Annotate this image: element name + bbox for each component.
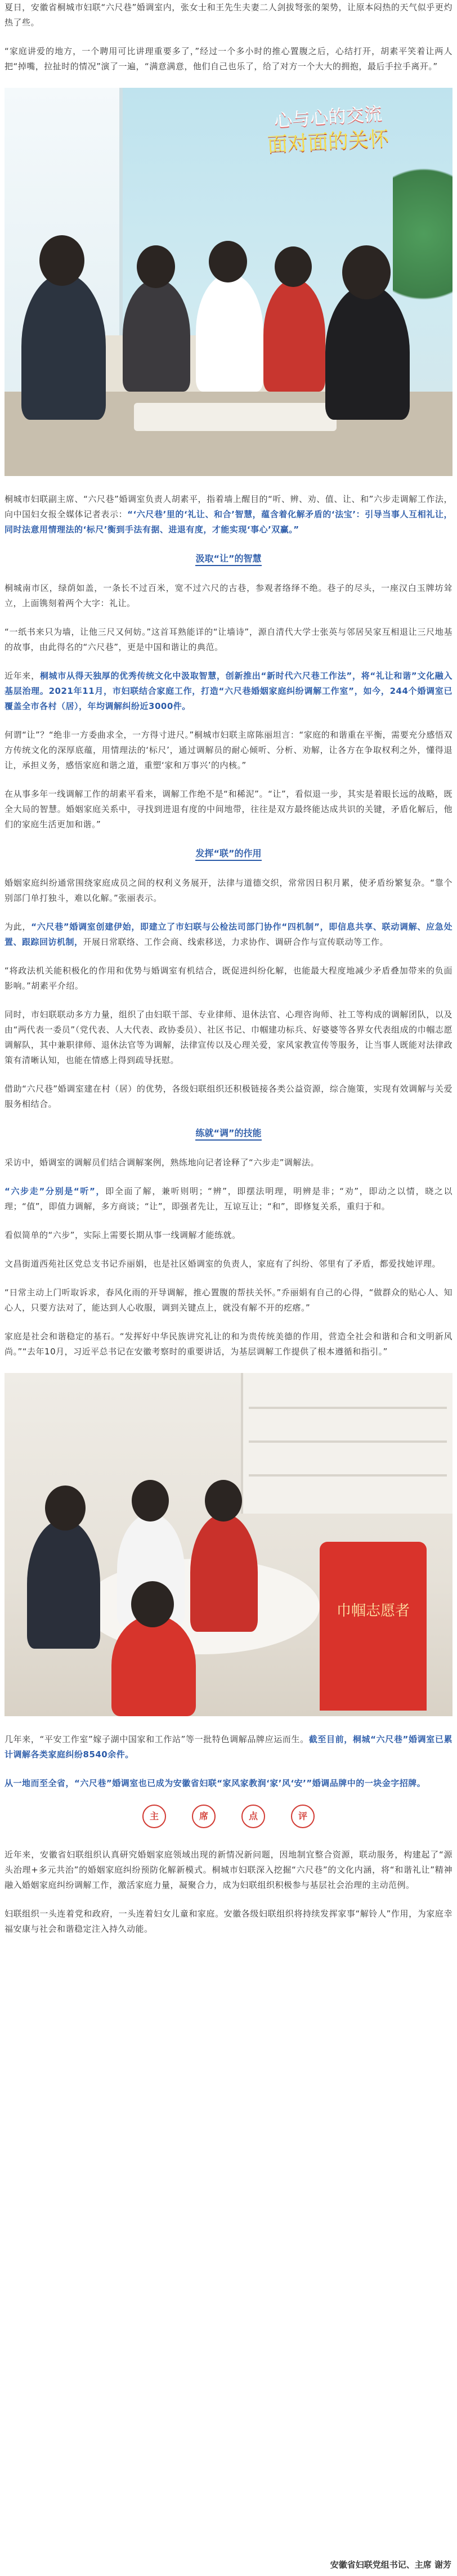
paragraph-text: 开展日常联络、工作会商、线索移送，力求协作、调研合作与宣传联动等工作。: [83, 937, 389, 947]
paragraph: [0, 919, 457, 950]
highlight-text: 如今，244个婚调室已覆盖全市各村（居），年均调解纠纷近3000件。: [5, 686, 453, 711]
paragraph: “日常主动上门听取诉求，春风化雨的开导调解，推心置腹的帮扶关怀。”乔丽娟有自己的心得，“做群众的贴心人、知心人，只要方法对了，能达到人心收服，调到关键点上，就没有解不开的疙瘩。”: [5, 1287, 452, 1313]
paragraph: 同时，市妇联联动多方力量，组织了由妇联干部、专业律师、退休法官、心理咨询师、社工等构成的调解团队，以及由“两代表一委员”（党代表、人大代表、政协委员）、社区书记、巾帼建功标兵、好婆婆等各界女代表组成的巾帼志愿调解队，其中兼职律师、退休法官等为调解，法律宣传以及心理关爱，家风家教宣传等服务，让当事人既能对法律政策有清晰认知，也能在情感上得到疏导抚慰。: [5, 1009, 452, 1065]
banner-line-1: 心与心的交流: [273, 102, 383, 132]
paragraph-highlight: 从一地而至全省，“六尺巷”婚调室也已成为安徽省妇联“家风家教润‘家’风‘安’”婚调品牌中的一块金字招牌。: [5, 1778, 426, 1788]
highlight-text: 截至目前，桐城“六尺巷”婚调室已累计调解各类家庭纠纷8540余件。: [5, 1734, 453, 1760]
paragraph-text: 为此，: [5, 922, 32, 932]
paragraph-intro: 夏日，安徽省桐城市妇联“六尺巷”婚调室内，张女士和王先生夫妻二人剑拔弩张的架势，让原本闷热的天气似乎更灼热了些。: [5, 2, 452, 28]
paragraph: 何谓“让”？“绝非一方委曲求全，一方得寸进尺。”桐城市妇联主席陈丽坦言：“家庭的和谐重在平衡，需要充分感悟双方传统文化的深厚底蕴，用情理法的‘标尺’，通过调解员的耐心倾听、分析、劝解，让各方在争取权利之外，懂得退让，承担义务，感悟家庭和谐之道，重塑‘家和万事兴’的内核。”: [5, 730, 452, 770]
paragraph: “一纸书来只为墙，让他三尺又何妨。”这首耳熟能详的“让墙诗”，源自清代大学士张英与邻居吴家互相退让三尺地基的故事，由此得名的“六尺巷”，更是中国和谐让的典范。: [5, 627, 452, 652]
section-heading-text: 练就“调”的技能: [195, 1128, 261, 1141]
highlight-text: 桐城市从得天独厚的优秀传统文化中汲取智慧，创新推出“新时代六尺巷工作法”，将“礼让和谐”文化融入基层治理。2021年11月，市妇联结合家庭工作，打造“六尺巷婚姻家庭纠纷调解工作室”，: [5, 671, 452, 696]
paragraph: [0, 668, 457, 714]
section-heading-text: 汲取“让”的智慧: [195, 553, 261, 566]
banner-line-2: 面对面的关怀: [267, 127, 389, 157]
wall-banner: [207, 93, 449, 178]
tag-circle: 主: [142, 1805, 166, 1828]
highlight-text: “六尺巷”婚调室创建伊始，即建立了市妇联与公检法司部门协作“四机制”，即信息共享、联动调解、应急处置、跟踪回访机制，: [5, 922, 452, 947]
paragraph: 桐城南市区，绿荫如盖，一条长不过百米，宽不过六尺的古巷，参观者络绎不绝。巷子的尽头，一座汉白玉牌坊耸立，上面镌刻着两个大字：礼让。: [5, 583, 452, 608]
section-heading: [0, 846, 457, 861]
paragraph: 妇联组织一头连着党和政府，一头连着妇女儿童和家庭。安徽各级妇联组织将持续发挥家事“解铃人”作用，为家庭幸福安康与社会和谐稳定注入持久动能。: [5, 1909, 452, 1934]
flag-text: 巾帼志愿者: [336, 1603, 410, 1619]
paragraph: 家庭是社会和谐稳定的基石。“发挥好中华民族讲究礼让的和为贵传统美德的作用，营造全社会和谐和合和文明新风尚。”“去年10月，习近平总书记在安徽考察时的重要讲话，为基层调解工作提供了根本遵循和指引。”: [5, 1331, 452, 1357]
highlight-text: “‘六尺巷’里的‘礼让、和合’智慧，蕴含着化解矛盾的‘法宝’：引导当事人互相礼让，同时法意用情理法的‘标尺’衡到手法有据、进退有度，才能实现‘事心’双赢。”: [5, 509, 452, 535]
tag-circle: 点: [241, 1805, 265, 1828]
paragraph: [0, 492, 457, 537]
photo-volunteer-mediation: [5, 1373, 452, 1716]
paragraph: 在从事多年一线调解工作的胡素平看来，调解工作绝不是“和稀泥”。“让”，看似退一步，其实是着眼长远的战略，既全大局的智慧。婚姻家庭关系中，寻找到进退有度的中间地带，往往是双方最终能达成共识的关键，矛盾化解后，他们的家庭生活更加和谐。”: [5, 789, 452, 829]
paragraph: 借助“六尺巷”婚调室建在村（居）的优势，各级妇联组织还积极链接各类公益资源，综合施策，实现有效调解与关爱服务相结合。: [5, 1084, 452, 1109]
paragraph: [0, 1184, 457, 1214]
volunteer-flag: [320, 1542, 427, 1711]
paragraph: [0, 1732, 457, 1762]
section-heading: [0, 1125, 457, 1141]
section-heading: [0, 551, 457, 566]
paragraph: “将政法机关能积极化的作用和优势与婚调室有机结合，既促进纠纷化解，也能最大程度地减少矛盾叠加带来的负面影响。”胡素平介绍。: [5, 966, 452, 991]
photo-mediation-room: [5, 88, 452, 476]
section-heading-text: 发挥“联”的作用: [195, 848, 261, 861]
highlight-text: “六步走”分别是“听”，: [5, 1186, 106, 1196]
paragraph-text: 近年来，: [5, 671, 40, 681]
paragraph-text: 几年来，“平安工作室”嫁子湖中国家和工作站”等一批特色调解品牌应运而生。: [5, 1734, 309, 1744]
tag-circle: 评: [291, 1805, 315, 1828]
commentary-tags: [0, 1805, 457, 1828]
paragraph: 采访中，婚调室的调解员们结合调解案例，熟练地向记者诠释了“六步走”调解法。: [5, 1157, 320, 1168]
paragraph: 近年来，安徽省妇联组织认真研究婚姻家庭领域出现的新情况新问题，因地制宜整合资源，联动服务，构建起了“源头治理+多元共治”的婚姻家庭纠纷预防化解新模式。桐城市妇联深入挖掘“六尺巷”的文化内涵，将“和谐礼让”精神融入婚姻家庭纠纷调解工作，激活家庭力量，凝聚合力，成为妇联组织积极参与基层社会治理的主动范例。: [5, 1850, 452, 1890]
paragraph: 婚姻家庭纠纷通常围绕家庭成员之间的权利义务展开，法律与道德交织，常常因日积月累，使矛盾纷繁复杂。“靠个别部门单打独斗，难以化解。”张丽表示。: [5, 878, 452, 903]
paragraph-text: 桐城市妇联副主席、“六尺巷”婚调室负责人胡素平，指着墙上醒目的“听、辨、劝、值、让、和”六步走调解工作法，向中国妇女报全媒体记者表示：: [5, 494, 452, 519]
paragraph: 看似简单的“六步”，实际上需要长期从事一线调解才能练就。: [5, 1230, 241, 1240]
paragraph: “家庭讲爱的地方，一个聘用可比讲理重要多了，”经过一个多小时的推心置腹之后，心结打开，胡素平笑着让两人把“掉嘴，拉扯时的情况”演了一遍，“满意满意，他们自己也乐了，给了对方一个大大的拥抱，最后手拉手离开。”: [5, 46, 452, 71]
paragraph: 文昌街道西苑社区党总支书记乔丽娟，也是社区婚调室的负责人，家庭有了纠纷、邻里有了矛盾，都爱找她评理。: [5, 1259, 441, 1269]
author-credit: 安徽省妇联党组书记、主席 谢芳: [330, 2560, 451, 2570]
tag-circle: 席: [192, 1805, 216, 1828]
paragraph-text: 即全面了解，兼听则明；“辨”，即摆法明理，明辨是非；“劝”，即动之以情，晓之以理；“值”，即值力调解，多方商谈；“让”，即强者先让，互谅互让；“和”，即修复关系，重归于和。: [5, 1186, 453, 1211]
